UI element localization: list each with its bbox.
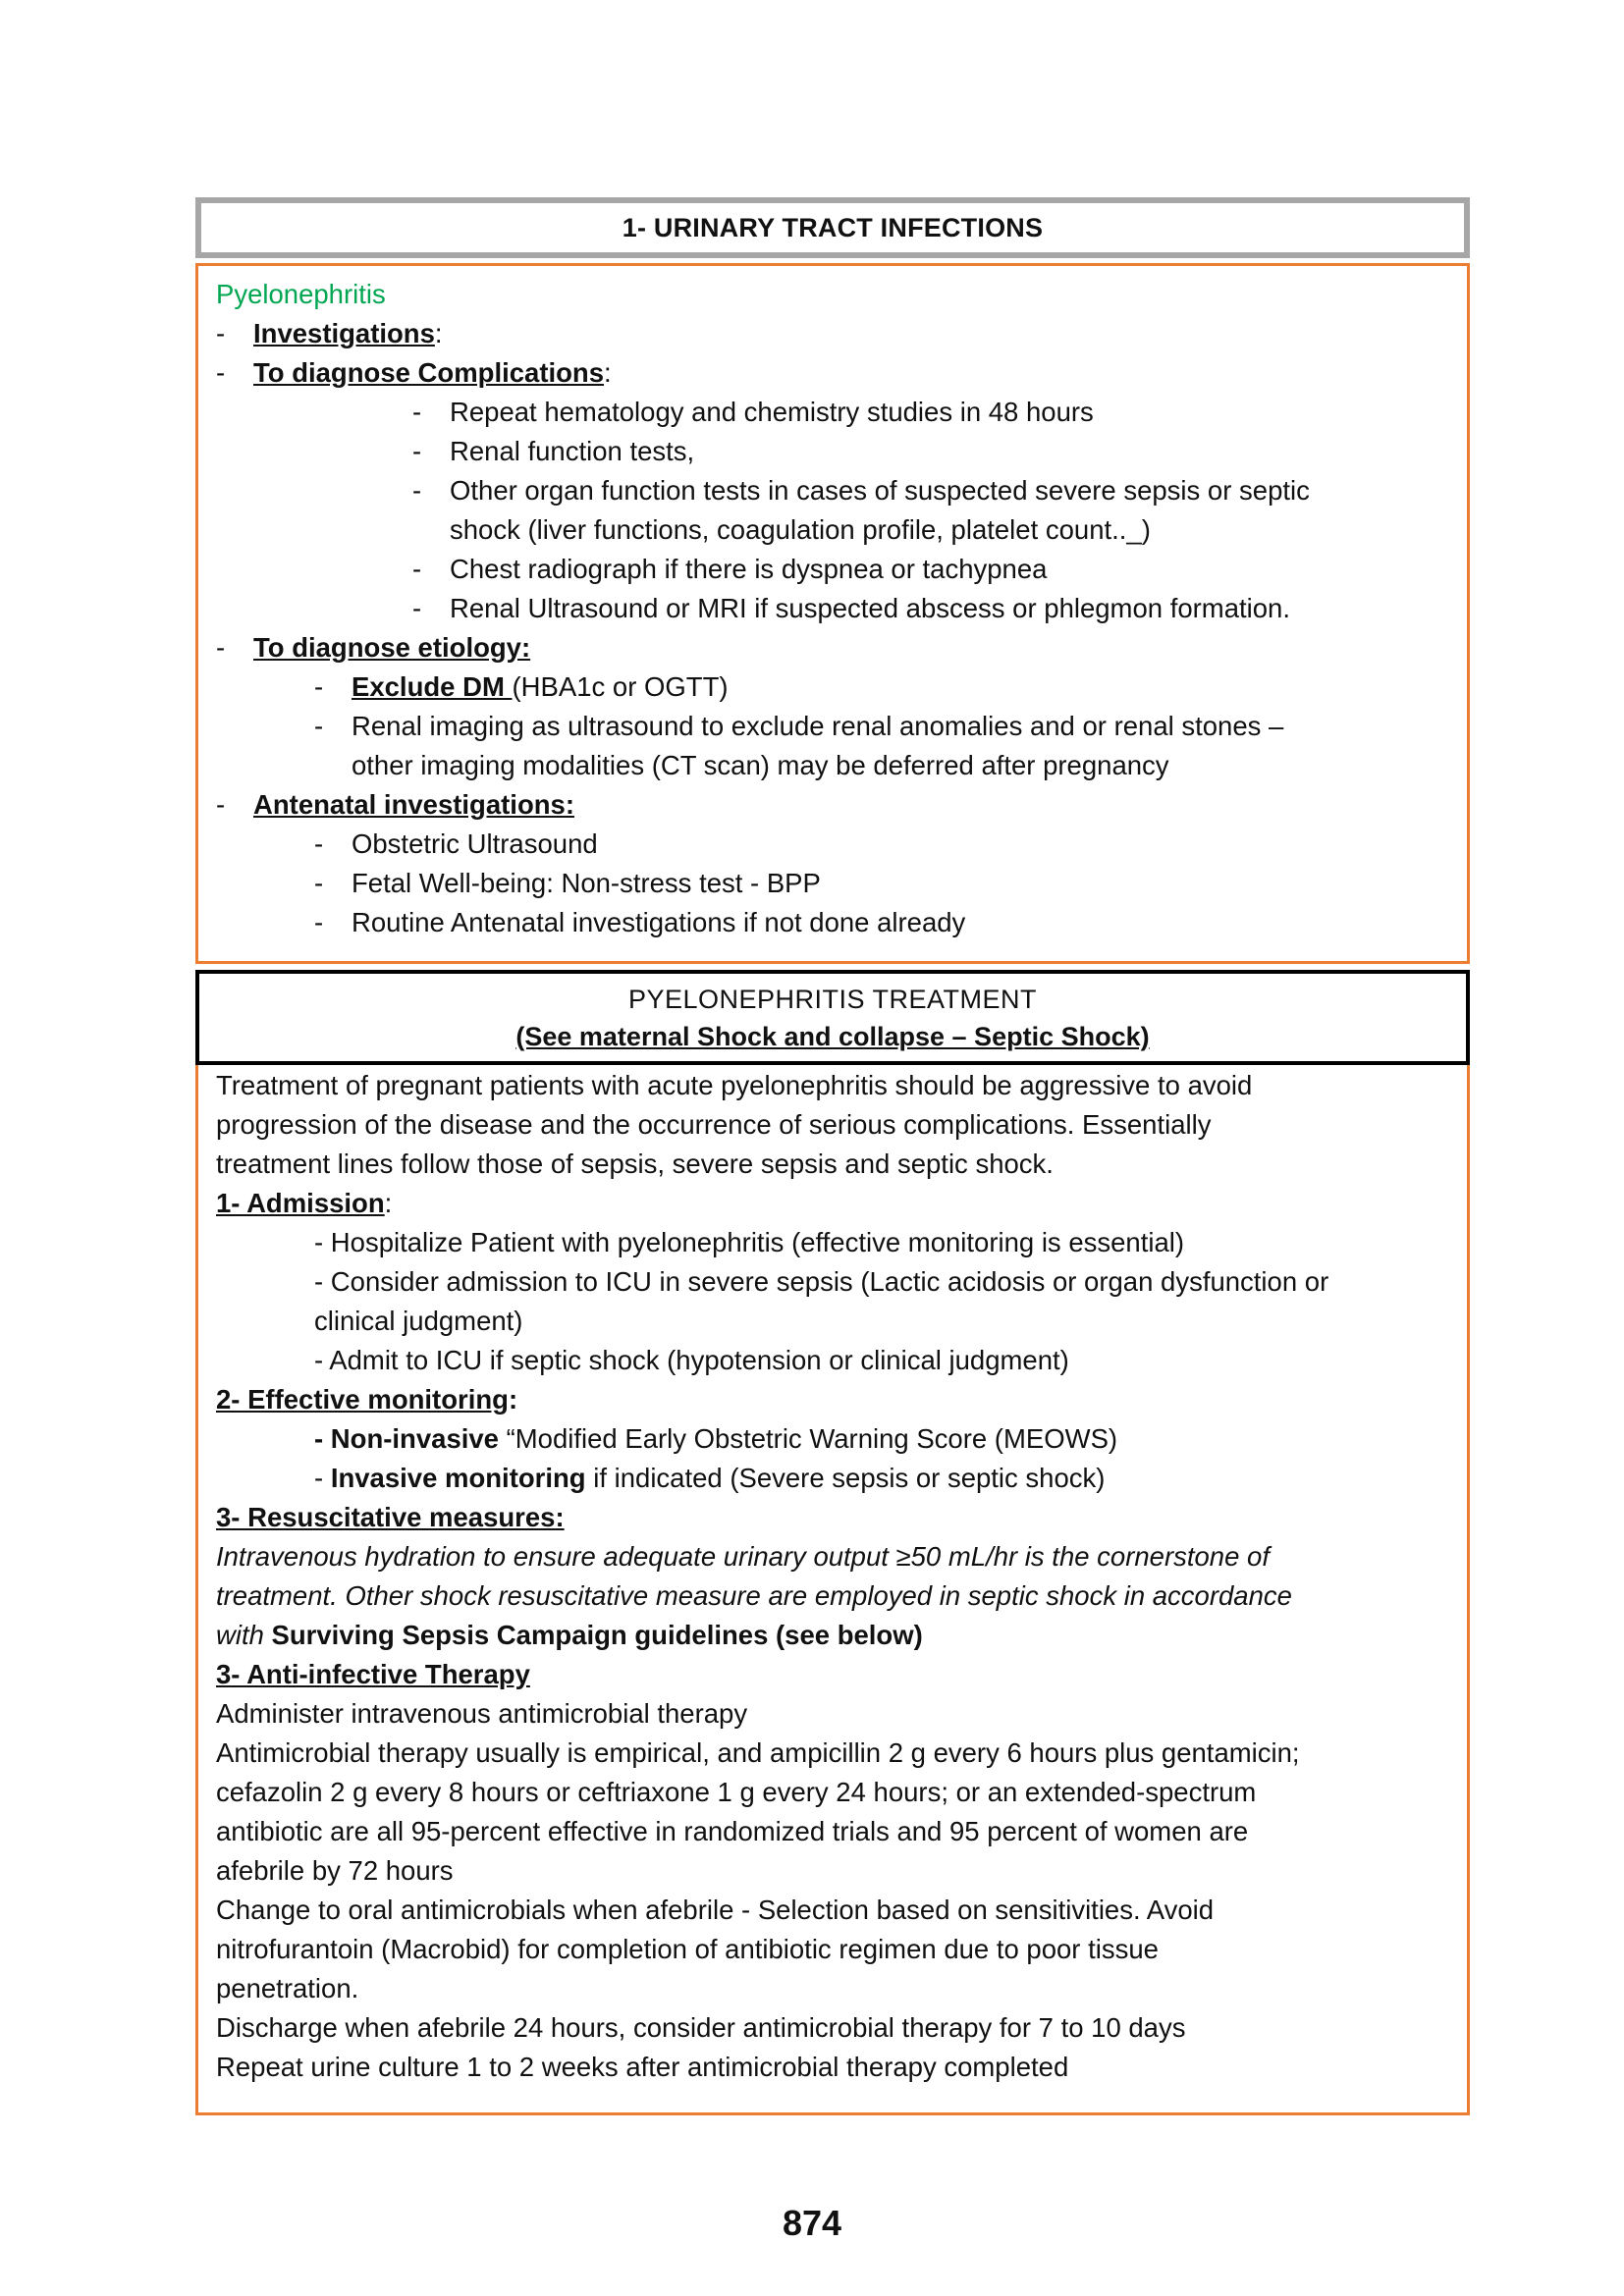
therapy-line: cefazolin 2 g every 8 hours or ceftriaxone 1 g every 24 hours; or an extended-spectrum [216, 1777, 1257, 1807]
therapy-line: Change to oral antimicrobials when afebrile - Selection based on sensitivities. Avoid [216, 1895, 1215, 1925]
admission-heading: 1- Admission: [216, 1188, 393, 1218]
dash-bullet: - [216, 318, 226, 348]
monitoring-heading: 2- Effective monitoring: [216, 1384, 518, 1415]
treatment-title: PYELONEPHRITIS TREATMENT [627, 984, 1038, 1014]
list-item: - Invasive monitoring if indicated (Severe sepsis or septic shock) [314, 1463, 1106, 1493]
therapy-line: Discharge when afebrile 24 hours, consider antimicrobial therapy for 7 to 10 days [216, 2012, 1186, 2043]
list-item: - Renal imaging as ultrasound to exclude renal anomalies and or renal stones – [314, 711, 1284, 741]
page-number: 874 [782, 2203, 842, 2243]
septic-shock-reference-link[interactable]: (See maternal Shock and collapse – Septic Shock) [515, 1021, 1150, 1051]
resus-line: treatment. Other shock resuscitative measure are employed in septic shock in accordance [216, 1580, 1292, 1611]
list-item-continuation: other imaging modalities (CT scan) may be deferred after pregnancy [352, 750, 1169, 780]
therapy-line: nitrofurantoin (Macrobid) for completion of antibiotic regimen due to poor tissue [216, 1934, 1159, 1964]
resus-line: with Surviving Sepsis Campaign guidelines (see below) [216, 1620, 923, 1650]
complications-item: - To diagnose Complications: [216, 353, 1310, 393]
list-item: - Consider admission to ICU in severe sepsis (Lactic acidosis or organ dysfunction or [314, 1266, 1329, 1297]
therapy-line: penetration. [216, 1973, 359, 2003]
list-item-continuation: shock (liver functions, coagulation profile, platelet count.._) [450, 514, 1151, 545]
list-item: - Renal function tests, [412, 436, 695, 466]
list-item: - Fetal Well-being: Non-stress test - BPP [314, 868, 821, 898]
list-item: - Hospitalize Patient with pyelonephritis (effective monitoring is essential) [314, 1227, 1185, 1257]
dash-bullet: - [216, 789, 226, 820]
resus-line: Intravenous hydration to ensure adequate urinary output ≥50 mL/hr is the cornerstone of [216, 1541, 1270, 1572]
antenatal-item: - Antenatal investigations: [216, 785, 1310, 825]
list-item: - Chest radiograph if there is dyspnea or tachypnea [412, 554, 1048, 584]
intro-line: progression of the disease and the occurrence of serious complications. Essentially [216, 1109, 1212, 1140]
list-item: - Routine Antenatal investigations if not done already [314, 907, 966, 937]
therapy-line: antibiotic are all 95-percent effective in randomized trials and 95 percent of women are [216, 1816, 1249, 1846]
list-item: - Renal Ultrasound or MRI if suspected abscess or phlegmon formation. [412, 593, 1290, 623]
list-item: - Obstetric Ultrasound [314, 828, 598, 859]
intro-line: treatment lines follow those of sepsis, severe sepsis and septic shock. [216, 1148, 1054, 1179]
list-item: - Other organ function tests in cases of suspected severe sepsis or septic [412, 475, 1310, 506]
list-item: - Exclude DM (HBA1c or OGTT) [314, 671, 729, 702]
dash-bullet: - [216, 357, 226, 388]
pyelonephritis-heading: Pyelonephritis [216, 279, 386, 309]
therapy-line: afebrile by 72 hours [216, 1855, 454, 1886]
section-title: 1- URINARY TRACT INFECTIONS [622, 212, 1044, 242]
investigations-content [216, 275, 1310, 942]
section-title-box [195, 197, 1470, 258]
list-item: - Admit to ICU if septic shock (hypotension or clinical judgment) [314, 1345, 1069, 1375]
etiology-item: - To diagnose etiology: [216, 628, 1310, 667]
treatment-content [216, 1066, 1328, 2087]
therapy-line: Administer intravenous antimicrobial therapy [216, 1698, 748, 1729]
list-item-continuation: clinical judgment) [314, 1306, 523, 1336]
anti-infective-heading: 3- Anti-infective Therapy [216, 1659, 530, 1689]
therapy-line: Repeat urine culture 1 to 2 weeks after antimicrobial therapy completed [216, 2052, 1069, 2082]
resuscitative-heading: 3- Resuscitative measures: [216, 1502, 565, 1532]
treatment-header-box [195, 970, 1470, 1065]
investigations-item: - Investigations: [216, 314, 1310, 353]
dash-bullet: - [216, 632, 226, 663]
therapy-line: Antimicrobial therapy usually is empirical, and ampicillin 2 g every 6 hours plus gentamicin; [216, 1737, 1300, 1768]
intro-line: Treatment of pregnant patients with acute pyelonephritis should be aggressive to avoid [216, 1070, 1253, 1100]
list-item: - Non-invasive “Modified Early Obstetric Warning Score (MEOWS) [314, 1423, 1118, 1454]
list-item: - Repeat hematology and chemistry studies in 48 hours [412, 397, 1094, 427]
